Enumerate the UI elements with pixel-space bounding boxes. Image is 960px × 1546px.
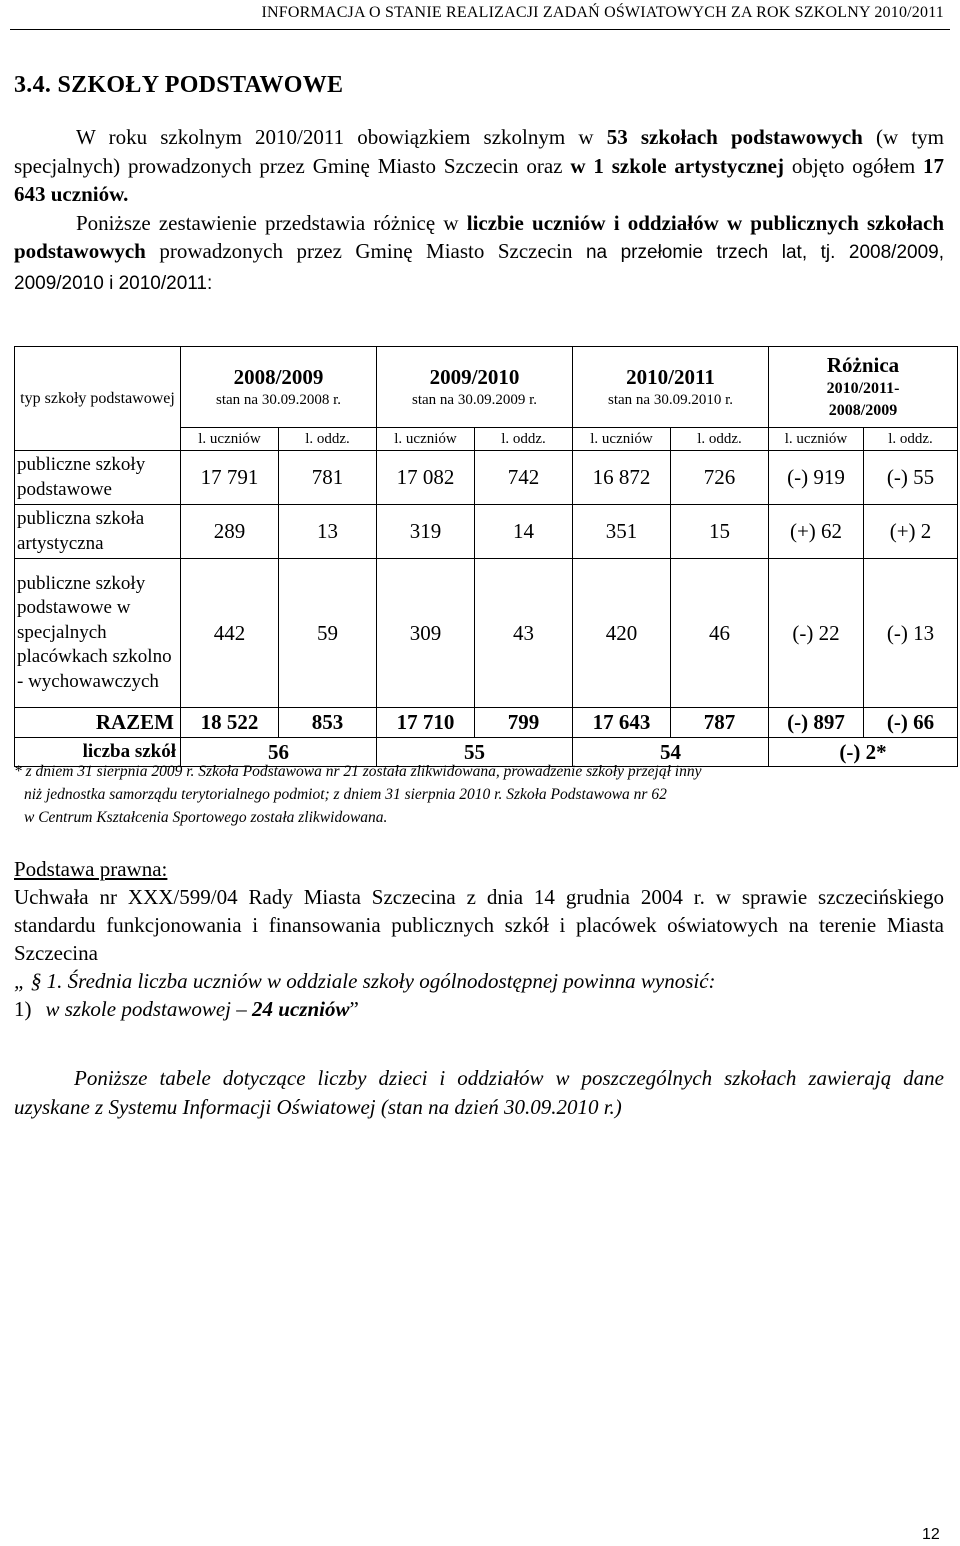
header-rule (10, 29, 950, 30)
col-uczniow: l. uczniów (769, 428, 864, 451)
cell: (-) 919 (769, 451, 864, 505)
row-label: publiczne szkoły podstawowe w specjalnych placówkach szkolno - wychowawczych (15, 559, 181, 708)
cell: 18 522 (181, 708, 279, 738)
footnote-line: niż jednostka samorządu terytorialnego podmiot; z dniem 31 sierpnia 2010 r. Szkoła Podstawowa nr 62 (24, 786, 667, 803)
intro-paragraph-1: W roku szkolnym 2010/2011 obowiązkiem szkolnym w 53 szkołach podstawowych (w tym specjalnych) prowadzonych przez Gminę Miasto Szczecin oraz w 1 szkole artystycznej objęto ogółem 17 643 uczniów. (14, 125, 944, 206)
col-oddz: l. oddz. (671, 428, 769, 451)
cell: (-) 897 (769, 708, 864, 738)
footnote (14, 760, 948, 829)
col-oddz: l. oddz. (279, 428, 377, 451)
row-label: publiczne szkoły podstawowe (15, 451, 181, 505)
cell: (-) 13 (864, 559, 958, 708)
legal-quote: „ § 1. Średnia liczba uczniów w oddziale szkoły ogólnodostępnej powinna wynosić: (14, 969, 716, 993)
row-label: publiczna szkoła artystyczna (15, 505, 181, 559)
cell: 14 (475, 505, 573, 559)
cell: (-) 2* (769, 738, 958, 767)
cell: 787 (671, 708, 769, 738)
col-uczniow: l. uczniów (181, 428, 279, 451)
closing-note: Poniższe tabele dotyczące liczby dzieci i oddziałów w poszczególnych szkołach zawierają dane uzyskane z Systemu Informacji Oświatowej (stan na dzień 30.09.2010 r.) (14, 1066, 944, 1119)
cell: 46 (671, 559, 769, 708)
cell: 56 (181, 738, 377, 767)
running-header: INFORMACJA O STANIE REALIZACJI ZADAŃ OŚWIATOWYCH ZA ROK SZKOLNY 2010/2011 (261, 4, 944, 21)
col-oddz: l. oddz. (475, 428, 573, 451)
cell: 742 (475, 451, 573, 505)
footnote-line: * z dniem 31 sierpnia 2009 r. Szkoła Podstawowa nr 21 została zlikwidowana, prowadzenie szkoły przejął inny (14, 763, 702, 780)
cell: 289 (181, 505, 279, 559)
table-row (15, 451, 958, 505)
cell: 853 (279, 708, 377, 738)
cell: 15 (671, 505, 769, 559)
table-row (15, 559, 958, 708)
period-header: 2010/2011 stan na 30.09.2010 r. (573, 347, 769, 428)
cell: 17 082 (377, 451, 475, 505)
table-row (15, 505, 958, 559)
schools-label: liczba szkół (15, 738, 181, 767)
cell: (+) 62 (769, 505, 864, 559)
type-header: typ szkoły podstawowej (15, 347, 181, 451)
legal-basis (14, 855, 944, 1023)
cell: 309 (377, 559, 475, 708)
legal-title: Podstawa prawna: (14, 857, 168, 881)
cell: (-) 22 (769, 559, 864, 708)
cell: 442 (181, 559, 279, 708)
cell: (-) 66 (864, 708, 958, 738)
cell: 55 (377, 738, 573, 767)
cell: 799 (475, 708, 573, 738)
legal-item-text: w szkole podstawowej – 24 uczniów” (45, 997, 359, 1021)
footnote-line: w Centrum Kształcenia Sportowego została zlikwidowana. (24, 809, 388, 826)
period-header: 2009/2010 stan na 30.09.2009 r. (377, 347, 573, 428)
total-label: RAZEM (15, 708, 181, 738)
legal-item-number: 1) (14, 997, 32, 1021)
legal-text: Uchwała nr XXX/599/04 Rady Miasta Szczecina z dnia 14 grudnia 2004 r. w sprawie szczecińskiego standardu funkcjonowania i finansowania publicznych szkół i placówek oświatowych na terenie Miasta Szczecina (14, 885, 944, 965)
col-oddz: l. oddz. (864, 428, 958, 451)
cell: 319 (377, 505, 475, 559)
cell: 17 791 (181, 451, 279, 505)
cell: (-) 55 (864, 451, 958, 505)
cell: 59 (279, 559, 377, 708)
period-header: 2008/2009 stan na 30.09.2008 r. (181, 347, 377, 428)
cell: 16 872 (573, 451, 671, 505)
total-row (15, 708, 958, 738)
cell: 726 (671, 451, 769, 505)
cell: 17 643 (573, 708, 671, 738)
col-uczniow: l. uczniów (573, 428, 671, 451)
cell: 43 (475, 559, 573, 708)
cell: 420 (573, 559, 671, 708)
legal-item (14, 995, 944, 1023)
col-uczniow: l. uczniów (377, 428, 475, 451)
page-number: 12 (922, 1526, 940, 1543)
section-title: 3.4. SZKOŁY PODSTAWOWE (14, 72, 344, 98)
cell: 13 (279, 505, 377, 559)
cell: 17 710 (377, 708, 475, 738)
intro-text (14, 123, 944, 298)
diff-header: Różnica 2010/2011- 2008/2009 (769, 347, 958, 428)
cell: 781 (279, 451, 377, 505)
cell: 54 (573, 738, 769, 767)
table-header-row (15, 347, 958, 428)
cell: (+) 2 (864, 505, 958, 559)
intro-paragraph-2: Poniższe zestawienie przedstawia różnicę w liczbie uczniów i oddziałów w publicznych szkołach podstawowych prowadzonych przez Gminę Miasto Szczecin na przełomie trzech lat, tj. 2008/2009, 2009/2010 i 2010/2011: (14, 210, 944, 294)
students-table (14, 346, 958, 767)
cell: 351 (573, 505, 671, 559)
